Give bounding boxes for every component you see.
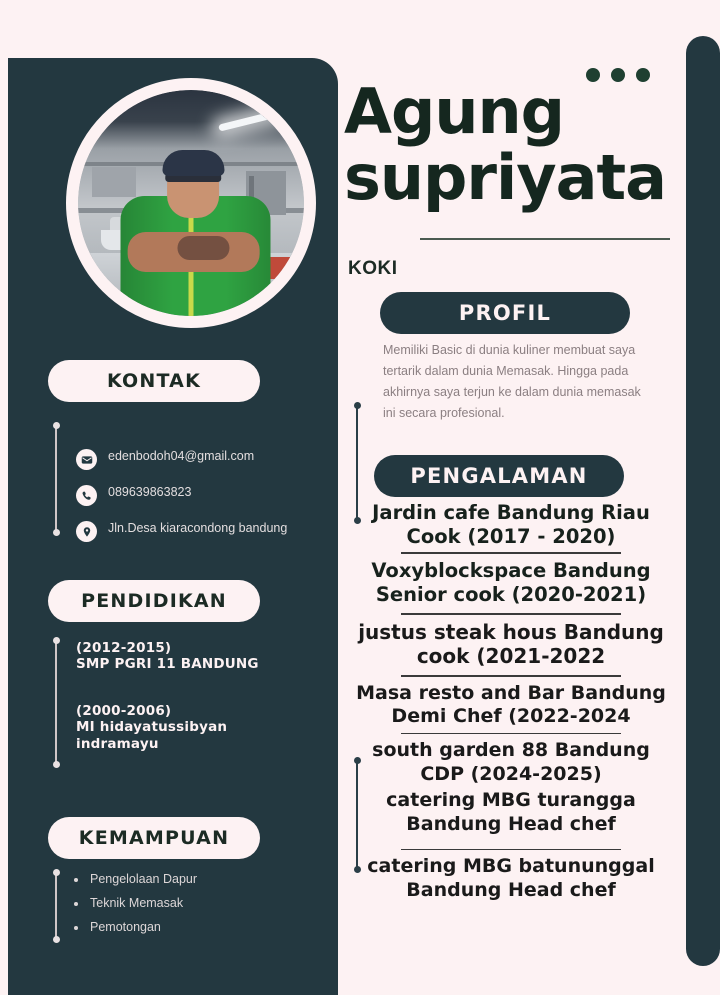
education-school: MI hidayatussibyan indramayu: [76, 719, 228, 752]
contact-item[interactable]: [76, 448, 316, 470]
experience-employer: south garden 88 Bandung: [372, 739, 650, 762]
experience-item: [352, 738, 670, 788]
job-role: KOKI: [348, 258, 398, 279]
contact-value: 089639863823: [108, 485, 192, 499]
right-accent-bar: [686, 36, 720, 966]
experience-employer: Voxyblockspace Bandung: [371, 558, 651, 582]
experience-item: [352, 854, 670, 904]
contact-timeline-line: [55, 425, 57, 533]
section-heading-kemampuan: KEMAMPUAN: [48, 817, 260, 859]
experience-item: [352, 619, 670, 672]
experience-position-period: Senior cook (2020-2021): [375, 583, 647, 607]
experience-item: [352, 558, 670, 609]
contact-value: edenbodoh04@gmail.com: [108, 449, 255, 463]
experience-item: [352, 681, 670, 731]
experience-divider: [401, 849, 621, 851]
name-line-1: Agung: [344, 75, 565, 148]
experience-divider: [401, 733, 621, 735]
experience-position-period: CDP (2024-2025): [420, 762, 602, 785]
experience-employer: Masa resto and Bar Bandung: [356, 681, 666, 704]
section-heading-kontak: KONTAK: [48, 360, 260, 402]
section-heading-pendidikan: PENDIDIKAN: [48, 580, 260, 622]
skills-list: [72, 872, 302, 944]
experience-divider: [401, 552, 621, 554]
experience-divider: [401, 613, 621, 615]
name-line-2: supriyata: [344, 140, 666, 214]
profile-photo: [78, 90, 304, 316]
contact-list: [76, 448, 316, 556]
experience-employer: Jardin cafe Bandung Riau: [372, 501, 650, 524]
contact-value: Jln.Desa kiaracondong bandung: [108, 521, 288, 535]
profile-text: Memiliki Basic di dunia kuliner membuat saya tertarik dalam dunia Memasak. Hingga pada akhirnya saya terjun ke dalam dunia memasak ini secara profesional.: [383, 343, 641, 420]
location-pin-icon: [76, 521, 97, 542]
experience-employer: catering MBG turangga: [386, 789, 636, 812]
experience-position-period: Demi Chef (2022-2024: [391, 705, 631, 728]
experience-list: [352, 500, 670, 904]
experience-employer: justus steak hous Bandung: [358, 619, 664, 644]
education-period: (2000-2006): [76, 703, 172, 719]
education-school: SMP PGRI 11 BANDUNG: [76, 656, 259, 672]
experience-position-period: Cook (2017 - 2020): [406, 525, 616, 549]
list-item: Pengelolaan Dapur: [72, 872, 302, 886]
list-item: Teknik Memasak: [72, 896, 302, 910]
experience-item: [352, 500, 670, 551]
page-title: [344, 75, 674, 214]
experience-position-period: cook (2021-2022: [416, 644, 606, 669]
envelope-icon: [76, 449, 97, 470]
education-item: [76, 640, 306, 673]
list-item: Pemotongan: [72, 920, 302, 934]
title-underline: [420, 238, 670, 240]
contact-item[interactable]: [76, 484, 316, 506]
section-heading-pengalaman: PENGALAMAN: [374, 455, 624, 497]
skills-timeline-line: [55, 872, 57, 940]
education-item: [76, 703, 306, 753]
experience-position-period: Bandung Head chef: [406, 813, 616, 836]
education-timeline-line: [55, 640, 57, 765]
experience-divider: [401, 675, 621, 677]
section-heading-profil: PROFIL: [380, 292, 630, 334]
experience-item: [352, 788, 670, 838]
three-dots-icon: [586, 68, 650, 82]
education-period: (2012-2015): [76, 640, 172, 656]
experience-employer: catering MBG batununggal: [367, 855, 655, 878]
phone-icon: [76, 485, 97, 506]
contact-item[interactable]: [76, 520, 316, 542]
education-list: [76, 640, 306, 783]
avatar: [66, 78, 316, 328]
experience-position-period: Bandung Head chef: [406, 878, 616, 901]
